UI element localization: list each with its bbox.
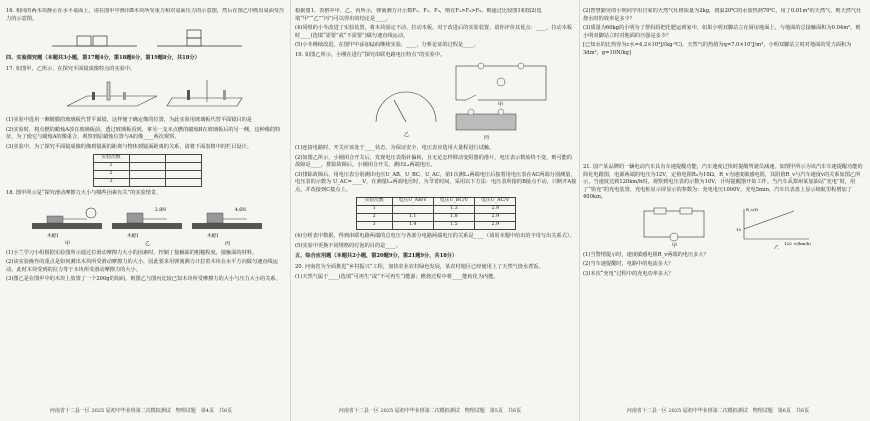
answer-space xyxy=(583,59,865,164)
fig-label: 木板1 xyxy=(127,233,139,239)
table-cell: 1.3 xyxy=(433,206,474,214)
section-heading: 五、综合应用题（本题共2小题，第20题9分，第21题9分，共18分） xyxy=(295,253,458,260)
table-cell: 2 xyxy=(356,214,392,222)
table-cell: 2.9 xyxy=(475,214,516,222)
page-footer: 河南省十二县一区 2025 届初中毕业班第二次模拟测试 物理试题 第6页 共6页 xyxy=(626,407,810,414)
fig-label: 乙 xyxy=(404,132,410,139)
question-21: 21. 国产某品牌的一辆电动汽车具有车速提醒功能，汽车速度过快时提醒驾驶员减速。如图甲所示为该汽车车速提醒功能的简化电路图，电源两端的电压为12V，定值电阻R₀为10Ω，R_v为速度敏感电阻，其阻值R_v与汽车速度v的关系如图乙所示。当速度达到120km/h时，观察到电压表的示数为10V，计时提醒器开始工作。当汽车从郑州某加油站“充电”时，用了“快充”的充电装置，充电桩显示屏显示的参数为：充电电压1000V，充电5min，汽车仪表盘上显示续航里程增加了400km。 xyxy=(583,164,863,201)
question-17-1: (1)实验中选用一侧镀膜的玻璃板代替平面镜，这样便于确定像的位置，为此实验用玻璃板代替平面镜目的是 xyxy=(6,117,252,124)
fig-label: 甲 xyxy=(672,242,678,249)
fig-label: 乙 xyxy=(145,240,151,247)
question-20-1: (1)天然气属于____(选填“可再生”或“不可再生”)能源；燃烧过程中将____能转化为内能。 xyxy=(295,273,499,280)
figure-17 xyxy=(47,76,247,114)
figure-18 xyxy=(27,201,267,247)
fig-label: 甲 xyxy=(498,102,504,109)
fig-label: 丙 xyxy=(484,135,490,142)
plane-mirror-diagram xyxy=(47,76,247,114)
table-header: 电压U_AC/V xyxy=(475,198,516,206)
table-cell: 2.9 xyxy=(475,222,516,230)
question-19: 19. 如图乙所示，小刚在进行“探究串联电路电压特点”的实验中。 xyxy=(295,51,446,58)
figure-16 xyxy=(47,26,247,52)
question-21-3: (3)本次“充电”过程中的充电功率多大？ xyxy=(583,270,674,277)
question-18: 18. 图甲所示是“探究滑动摩擦力大小与哪些因素有关”的实验情景。 xyxy=(6,190,162,197)
question-19-1: (1)连接电路时，开关应该处于____状态，为保证安全，电压表应选用大量程进行试触。 xyxy=(295,145,495,152)
paragraph: (2)智慧勤劳的小明同学用自家的天然气灶将质量为2kg，初温20℃的水加热到70℃，用了0.01m³的天然气，则天然气灶烧水时的效率是多少？ xyxy=(583,8,862,22)
fig-label: 甲 xyxy=(65,240,71,247)
fig-label: 丙 xyxy=(225,240,231,247)
figure-19 xyxy=(306,62,566,142)
column-divider xyxy=(579,0,580,421)
table-header: 实验次数 xyxy=(356,198,392,206)
column-divider xyxy=(290,0,291,421)
question-18-2: (2)该实验操作的重点是如何测出木块所受滑动摩擦力的大小，因此要求用弹簧测力计拉着木块在水平方向做匀速直线运动。此时木块受到的拉力等于木块所受滑动摩擦力的大小。 xyxy=(6,259,278,273)
friction-experiment-diagram xyxy=(27,201,267,247)
table-row xyxy=(356,206,516,214)
paragraph: 根据图1，表格中甲、乙、丙所示，弹簧测力计示数F₁、F₂、F₃，则在F₁>F₂>F₃。则通过比较图1和图2(选填“甲”“乙”“丙”)可以得出的结论是____。 xyxy=(295,8,542,22)
weight-label: 4.6N xyxy=(235,207,247,213)
question-21-1: (1)当警情提示时，速度敏感电阻R_v两端的电压多大？ xyxy=(583,251,709,258)
axis-label: R_v/Ω xyxy=(746,206,758,212)
table-header: 实验次数 xyxy=(93,155,129,163)
question-19-2: (2)如图乙所示，小刚闭合开关后，发现电压表指针偏转，且无论怎样移动变阻器的滑片，电压表示数始终不变，则可能的故障是____，排除故障后，小刚闭合开关，测出L₁两端电压。 xyxy=(295,154,573,169)
axis-label: v/(km/h) xyxy=(794,240,811,246)
question-18-3: (3)图乙是在图甲中的木块上放置了一个200g的钩码，则图乙与图丙比较已知木块所受摩擦力的大小与压力大小的关系。 xyxy=(6,276,281,283)
fig-label: 木板1 xyxy=(207,233,219,239)
fig-label: 乙 xyxy=(774,244,780,249)
page-4 xyxy=(6,8,288,408)
question-17-2: (2)实验时，将点燃的蜡烛A放在玻璃板前，透过玻璃板看到，拿另一支未点燃的蜡烛B在玻璃板后的另一侧，这种像的特征，为了使它与蜡烛A的像重合，观察到原蜡烛位置与A的像____两次观察。 xyxy=(6,126,281,141)
weight-label: 2.8N xyxy=(155,207,167,213)
table-cell: 1.1 xyxy=(392,214,433,222)
question-18-1: (1)小兰学习小组根据实验图所示通过拉滑动摩擦力大小的因素时，控制了接触面的粗糙程度，接触面的材料。 xyxy=(6,249,258,256)
record-table xyxy=(93,154,202,187)
table-cell xyxy=(392,206,433,214)
table-cell: 2.9 xyxy=(475,206,516,214)
paragraph: (5)小冬继续改进，在图甲中添加砝码继续实验，____，分析论证的过程是____。 xyxy=(295,42,479,49)
question-19-5: (5)实验中更换不同规格的灯泡的目的是____。 xyxy=(295,242,401,249)
page-footer: 河南省十二县一区 2025 届初中毕业班第二次模拟测试 物理试题 第4页 共6页 xyxy=(49,407,233,414)
question-19-3: (3)排除故障后，用电压表分别测出电压U_AB、U_BC、U_AC，第1次测L₁两端电压后接着用电压表在AC两端分别测量，电压表的示数为 U_AC=____V，在测量L₂两端电压时，为节省时间，采用以下方法：电压表所接的B接点不动，只断开A接点，并改接到C接点上。 xyxy=(295,171,577,193)
table-row xyxy=(356,214,516,222)
tick-label: 120 xyxy=(784,240,792,246)
question-16: 16. 相同的两木块静止在水平桌面上，请在图甲中画出B木块所受重力和对桌面压力的示意图，然后在图乙中画出桌面受压力的示意图。 xyxy=(6,8,285,22)
question-19-4: (4)分析表中数据，得到串联电路两端的总电压与各部分电路两端电压的关系是____（请用本题中给出的字母写出关系式）。 xyxy=(295,233,575,240)
table-row xyxy=(356,222,516,230)
page-5 xyxy=(295,8,577,408)
table-header: 电压U_BC/V xyxy=(433,198,474,206)
voltage-table xyxy=(356,197,517,230)
paragraph: [已知水的比热容为c水=4.2×10³J/(kg·℃)，天然气的热值为q=7.0×10⁷J/m³，小明双脚站立时对地面的受力面积为3dm²，g=10N/kg] xyxy=(583,42,852,56)
tick-label: 10 xyxy=(736,226,742,232)
paragraph: (4)同组的小冬改进了实验装置，将木块固定不动，拉动木板，对于改进后的实验装置，请你评价其优点：____，拉动木板时____(选填“需要”或“不需要”)做匀速直线运动。 xyxy=(295,25,573,39)
figure-21 xyxy=(624,205,824,249)
series-circuit-diagram xyxy=(306,62,566,142)
question-17-3: (3)实验中，为了探究平面镜成像的像到镜面的距离与物体到镜面距离的关系，请将下面表格中的栏目设计。 xyxy=(6,143,252,150)
table-header: 电压U_AB/V xyxy=(392,198,433,206)
page-footer: 河南省十二县一区 2025 届初中毕业班第二次模拟测试 物理试题 第5页 共6页 xyxy=(338,407,522,414)
table-row: 1 xyxy=(93,163,129,171)
table-row: 3 xyxy=(93,179,129,187)
fig-label: 木板1 xyxy=(47,233,59,239)
paragraph: (3)质量为60kg的小明为了帮妈妈把化肥运到家中，如果小明双脚站立在厨房地面上，与地面的总接触面积为0.04m²，则小明双脚站立时对地面的压强是多少？ xyxy=(583,25,861,39)
question-17: 17. 如图甲、乙所示，在探究平面镜成像特点的实验中。 xyxy=(6,65,136,72)
page-6 xyxy=(583,8,865,408)
table-cell: 1.8 xyxy=(433,214,474,222)
section-heading: 四、实验探究题（本题共3小题，第17题4分，第18题6分，第19题8分，共18分） xyxy=(6,55,200,62)
table-cell: 1 xyxy=(356,206,392,214)
question-20: 20. 河南省为全面推进“乡村振兴”工程，加快农业农村绿色发展，某农村地区已经使用上了天然气烧水煮饭。 xyxy=(295,263,544,270)
table-cell: 1.4 xyxy=(392,222,433,230)
question-21-2: (2)当车速提醒时，电路中的电流多大？ xyxy=(583,261,674,268)
table-row: 2 xyxy=(93,171,129,179)
blocks-on-table-diagram xyxy=(47,26,247,52)
table-cell: 3 xyxy=(356,222,392,230)
speed-alarm-circuit xyxy=(624,205,824,249)
table-cell: 1.5 xyxy=(433,222,474,230)
